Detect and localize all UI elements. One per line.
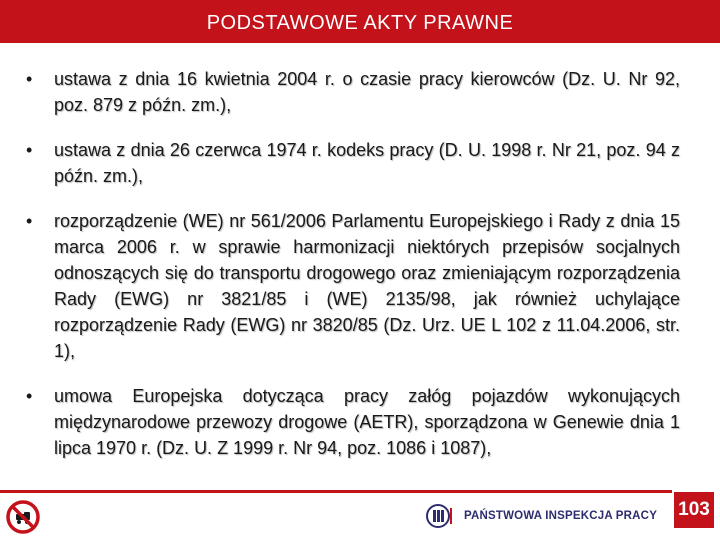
- bullet: •: [26, 386, 33, 406]
- list-item: [26, 137, 680, 189]
- list-item: [26, 66, 680, 118]
- list-item: [26, 383, 680, 461]
- page-number: 103: [674, 492, 714, 528]
- bullet: •: [26, 69, 33, 89]
- footer: [0, 490, 720, 540]
- bullet: •: [26, 140, 33, 160]
- list-item-text: ustawa z dnia 16 kwietnia 2004 r. o czasie pracy kierowców (Dz. U. Nr 92, poz. 879 z późn. zm.),: [54, 69, 680, 115]
- list-item-text: ustawa z dnia 26 czerwca 1974 r. kodeks pracy (D. U. 1998 r. Nr 21, poz. 94 z późn. zm.),: [54, 140, 680, 186]
- footer-divider: [0, 490, 672, 493]
- title-bar: [0, 0, 720, 46]
- bullet: •: [26, 211, 33, 231]
- legal-acts-list: [26, 66, 680, 480]
- list-item-text: umowa Europejska dotycząca pracy załóg pojazdów wykonujących międzynarodowe przewozy drogowe (AETR), sporządzona w Genewie dnia 1 lipca 1970 r. (Dz. U. Z 1999 r. Nr 94, poz. 1086 i 1087),: [54, 386, 680, 458]
- no-vehicles-sign-icon: [6, 500, 40, 534]
- list-item: [26, 208, 680, 364]
- organization-name: PAŃSTWOWA INSPEKCJA PRACY: [464, 510, 658, 522]
- pip-logo: [426, 504, 657, 528]
- slide-title: PODSTAWOWE AKTY PRAWNE: [206, 11, 514, 34]
- pip-emblem-icon: [426, 504, 456, 528]
- list-item-text: rozporządzenie (WE) nr 561/2006 Parlamentu Europejskiego i Rady z dnia 15 marca 2006 r. w sprawie harmonizacji niektórych przepisów socjalnych odnoszących się do transportu drogowego oraz zmieniającym rozporządzenia Rady (EWG) nr 3821/85 i (WE) 2135/98, jak również uchylające rozporządzenie Rady (EWG) nr 3820/85 (Dz. Urz. UE L 102 z 11.04.2006, str. 1),: [54, 211, 680, 361]
- title-underline: [0, 43, 720, 46]
